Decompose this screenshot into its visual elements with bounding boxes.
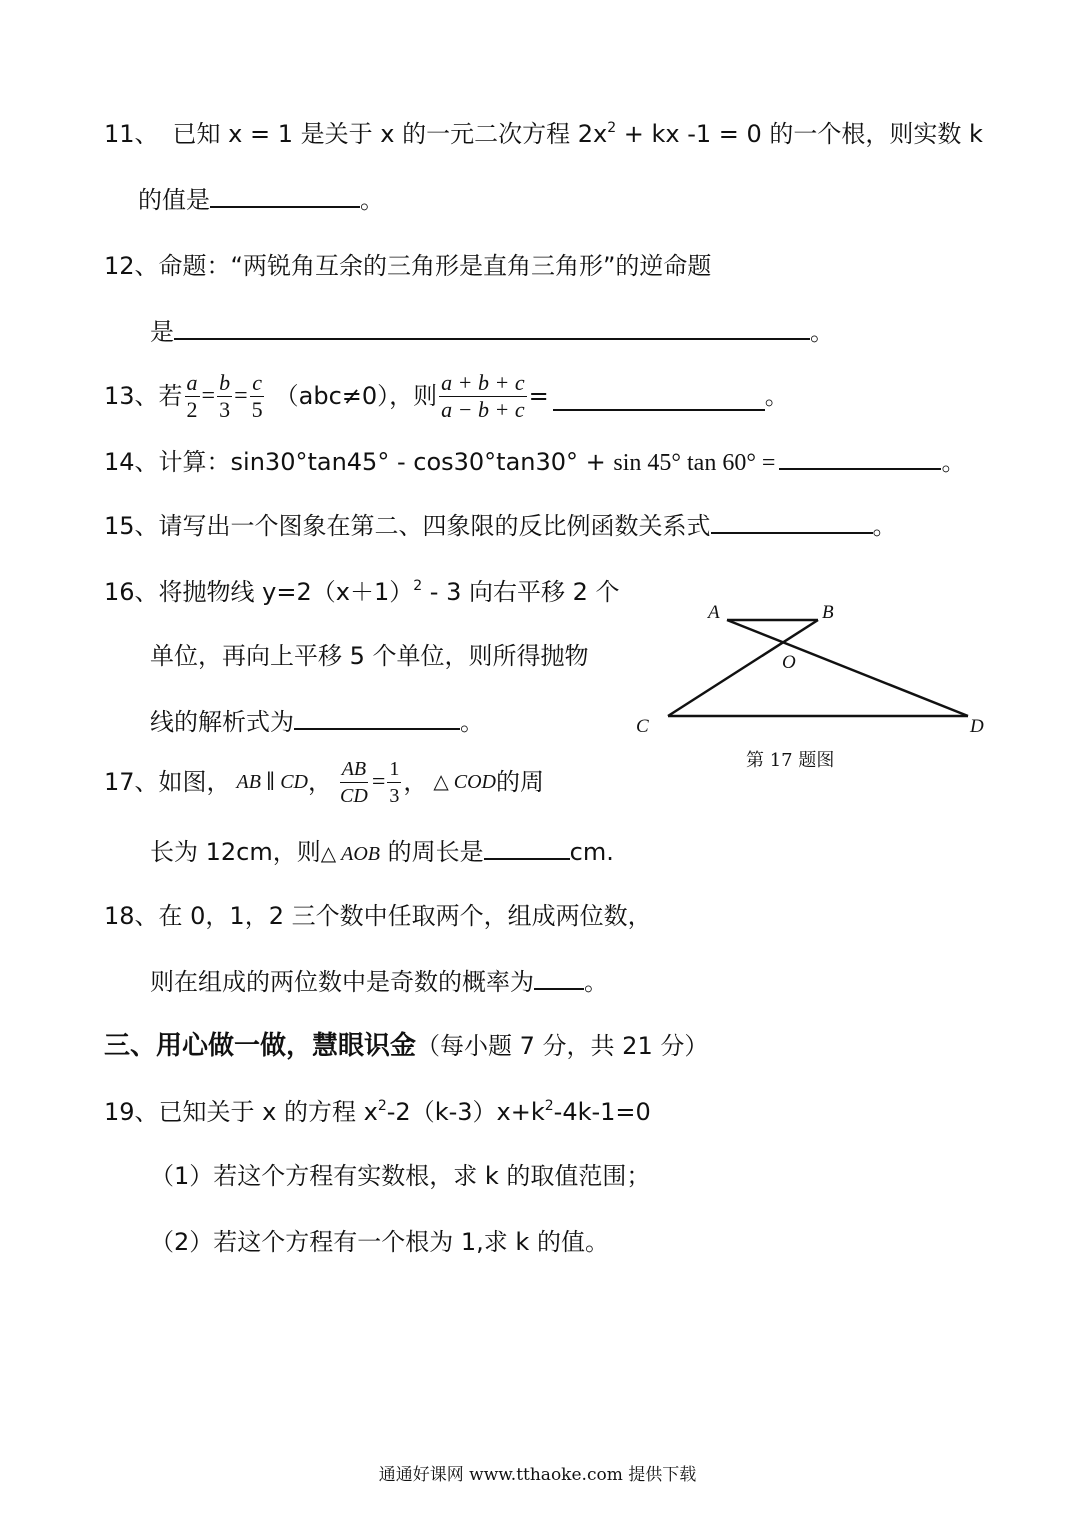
q11-text-a: 已知 x = 1 是关于 x 的一元二次方程 2x xyxy=(172,120,608,148)
q13-equals-2: = xyxy=(234,383,248,409)
q12-end: 。 xyxy=(810,318,834,346)
section-3-title: 三、用心做一做，慧眼识金 xyxy=(104,1031,417,1061)
figure-caption: 第 17 题图 xyxy=(746,750,835,771)
q14-text: 14、计算：sin30°tan45° - cos30°tan30° + xyxy=(104,448,614,476)
q16-line1-b: - 3 向右平移 2 个 xyxy=(422,578,620,606)
q17-ratio-value: $\frac{1}{3}$ xyxy=(389,757,400,807)
q13-equals-1: = xyxy=(201,383,216,409)
question-19-part-2: （2）若这个方程有一个根为 1,求 k 的值。 xyxy=(150,1228,609,1256)
section-3-note: （每小题 7 分，共 21 分） xyxy=(416,1032,709,1060)
q17-line2-a: 长为 12cm，则 xyxy=(150,838,321,866)
figure-label-d: D xyxy=(970,716,984,737)
question-19-part-1: （1）若这个方程有实数根，求 k 的取值范围； xyxy=(150,1162,651,1190)
q17-parallel-statement: AB ∥ CD xyxy=(236,771,309,793)
q15-text: 15、请写出一个图象在第二、四象限的反比例函数关系式 xyxy=(104,512,711,540)
q19-text-c: -4k-1=0 xyxy=(553,1098,651,1126)
question-18-line-1: 18、在 0，1，2 三个数中任取两个，组成两位数， xyxy=(104,902,652,930)
q19-text-a: 19、已知关于 x 的方程 x xyxy=(104,1098,378,1126)
q17-triangle-aob: △ AOB xyxy=(320,843,381,865)
q11-end: 。 xyxy=(360,186,384,214)
q17-unit: cm. xyxy=(569,838,614,866)
q11-line2-text: 的值是 xyxy=(138,186,210,214)
q13-fraction-expression: $\frac{a + b + c}{a - b + c}$ xyxy=(441,369,525,422)
q17-comma-2: ， xyxy=(403,768,428,796)
q13-prefix: 13、若 xyxy=(104,382,183,410)
q16-superscript: 2 xyxy=(413,578,423,594)
q16-line1-a: 16、将抛物线 y=2（x＋1） xyxy=(104,578,414,606)
q17-equals: = xyxy=(371,769,386,795)
q16-end: 。 xyxy=(460,708,484,736)
q19-text-b: -2（k-3）x+k xyxy=(386,1098,545,1126)
q13-end: 。 xyxy=(764,382,789,410)
q17-ratio-ab-cd: $\frac{AB}{CD}$ xyxy=(340,757,368,807)
question-12-line-1: 12、命题：“两锐角互余的三角形是直角三角形”的逆命题 xyxy=(104,252,712,280)
q11-number: 11、 xyxy=(104,120,159,148)
q17-tail: 的周 xyxy=(495,768,544,796)
q14-expression: sin 45° tan 60° = xyxy=(613,450,776,476)
figure-label-c: C xyxy=(636,716,649,737)
q17-prefix: 17、如图， xyxy=(104,768,231,796)
page-footer: 通通好课网 www.tthaoke.com 提供下载 xyxy=(378,1465,697,1485)
q19-superscript-1: 2 xyxy=(377,1098,387,1114)
q17-line2-b: 的周长是 xyxy=(380,838,484,866)
segment-ad xyxy=(727,620,968,716)
q13-condition: （abc≠0），则 xyxy=(274,382,438,410)
q11-text-b: + kx -1 = 0 的一个根，则实数 k xyxy=(616,120,983,148)
q18-line2-text: 则在组成的两位数中是奇数的概率为 xyxy=(150,968,534,996)
q17-comma-1: ， xyxy=(308,768,333,796)
q17-triangle-cod: △ COD xyxy=(433,771,496,793)
figure-label-o: O xyxy=(782,652,796,673)
q13-fraction-a-2: $\frac{a}{2}$ xyxy=(186,369,198,422)
q13-fraction-c-5: $\frac{c}{5}$ xyxy=(251,369,263,422)
q13-fraction-b-3: $\frac{b}{3}$ xyxy=(219,369,231,422)
q14-end: 。 xyxy=(941,448,966,476)
q16-line3-text: 线的解析式为 xyxy=(150,708,294,736)
q12-line2-text: 是 xyxy=(150,318,174,346)
q15-end: 。 xyxy=(872,512,897,540)
figure-label-b: B xyxy=(822,602,834,623)
question-16-line-2: 单位，再向上平移 5 个单位，则所得抛物 xyxy=(150,642,589,670)
figure-label-a: A xyxy=(708,602,720,623)
q18-end: 。 xyxy=(584,968,608,996)
q13-equals-3: = xyxy=(528,382,549,410)
q19-superscript-2: 2 xyxy=(544,1098,554,1114)
q11-superscript: 2 xyxy=(607,120,617,136)
